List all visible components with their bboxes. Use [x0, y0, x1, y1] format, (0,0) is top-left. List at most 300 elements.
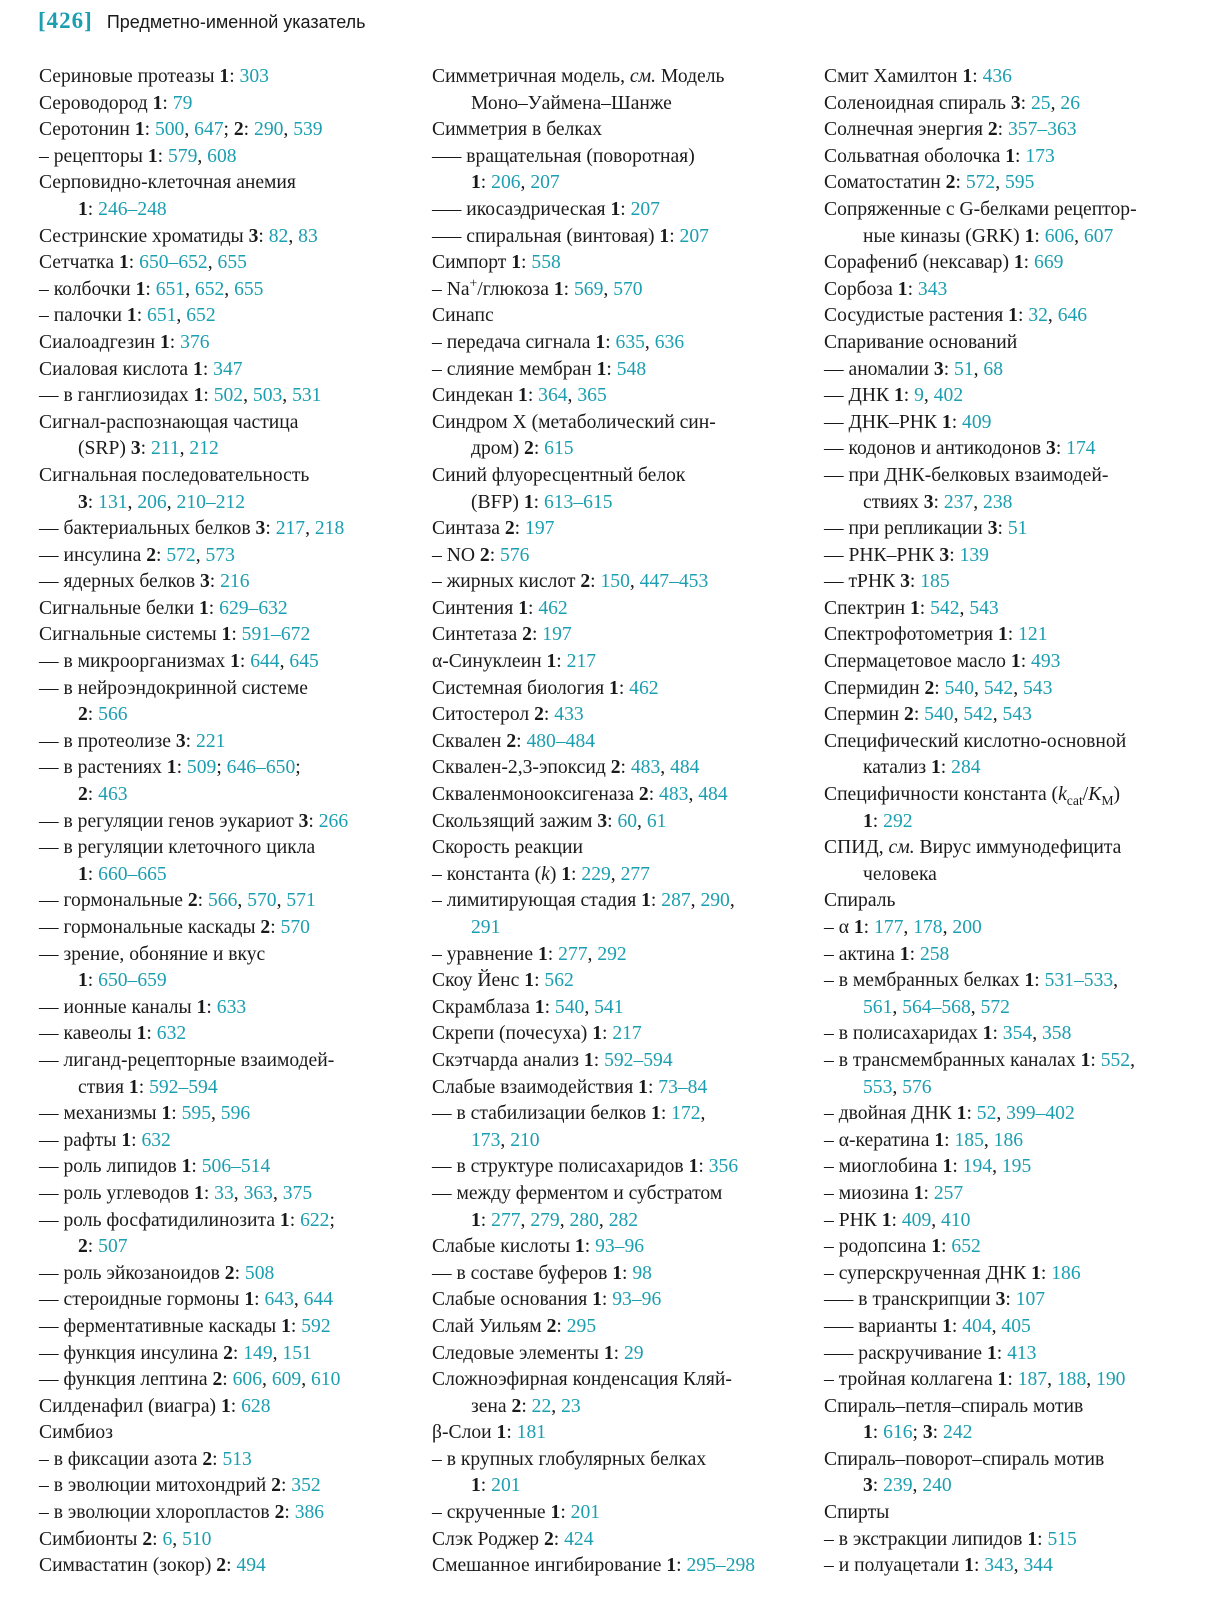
page-ref-link[interactable]: 579 — [167, 145, 198, 167]
page-ref-link[interactable]: 197 — [542, 624, 572, 646]
page-ref-link[interactable]: 237 — [943, 491, 974, 513]
page-ref-link[interactable]: 592–594 — [604, 1049, 673, 1071]
page-ref-link[interactable]: 292 — [597, 943, 627, 965]
index-entry — [432, 1261, 807, 1288]
page-ref-link[interactable]: 402 — [933, 385, 964, 407]
page-ref-link[interactable]: 201 — [491, 1475, 521, 1497]
page-ref-link[interactable]: 93–96 — [595, 1236, 645, 1258]
index-term: –– ферментативные каскады — [39, 1315, 282, 1337]
index-term: – α-кератина — [824, 1129, 935, 1151]
page-ref-link[interactable]: 291 — [471, 917, 501, 938]
page-ref-link[interactable]: 558 — [531, 252, 561, 274]
page-ref-link[interactable]: 509 — [186, 757, 217, 779]
page-ref-link[interactable]: 25 — [1031, 92, 1051, 114]
page-ref-link[interactable]: 542 — [983, 677, 1014, 699]
page-ref-link[interactable]: 207 — [679, 225, 709, 247]
page-ref-link[interactable]: 570 — [613, 278, 643, 300]
volume-number: 1 — [244, 1289, 255, 1311]
page-ref-link[interactable]: 622 — [300, 1209, 330, 1231]
page-ref-link[interactable]: 561 — [863, 996, 893, 1018]
volume-number: 1 — [638, 1076, 648, 1098]
page-ref-link[interactable]: 343 — [984, 1555, 1014, 1577]
page-ref-link[interactable]: 365 — [577, 385, 607, 407]
page-ref-link[interactable]: 608 — [207, 145, 237, 167]
page-ref-link[interactable]: 210 — [510, 1129, 540, 1151]
page-ref-link[interactable]: 433 — [554, 704, 584, 726]
page-ref-link[interactable]: 644 — [303, 1289, 334, 1311]
index-term: : — [506, 1422, 517, 1444]
page-ref-link[interactable]: 303 — [239, 66, 269, 87]
index-entry — [432, 1553, 807, 1580]
page-ref-link[interactable]: 282 — [608, 1209, 639, 1231]
page-ref-link[interactable]: 23 — [561, 1395, 581, 1417]
index-term: : — [556, 1315, 567, 1337]
page-ref-link[interactable]: 652 — [186, 305, 216, 327]
page-ref-link[interactable]: 424 — [564, 1528, 594, 1550]
page-ref-link[interactable]: 6 — [162, 1528, 173, 1550]
page-ref-link[interactable]: 185 — [954, 1129, 984, 1151]
page-ref-link[interactable]: 399–402 — [1006, 1103, 1075, 1125]
page-ref-link[interactable]: 540 — [924, 704, 954, 726]
page-ref-link[interactable]: 548 — [616, 358, 647, 380]
page-ref-link[interactable]: 295–298 — [686, 1555, 756, 1577]
page-ref-link[interactable]: 650–659 — [98, 970, 167, 992]
page-ref-link[interactable]: 201 — [570, 1502, 601, 1524]
page-ref-link[interactable]: 358 — [1041, 1023, 1072, 1045]
page-ref-link[interactable]: 68 — [983, 358, 1004, 380]
page-ref-link[interactable]: 591–672 — [241, 624, 311, 646]
index-term: : — [907, 278, 918, 300]
index-entry — [824, 1367, 1199, 1394]
page-ref-link[interactable]: 553 — [863, 1076, 893, 1098]
page-ref-link[interactable]: 539 — [293, 119, 323, 141]
index-term: человека — [863, 863, 937, 885]
page-ref-link[interactable]: 655 — [217, 252, 247, 274]
volume-number: 1 — [962, 66, 973, 87]
page-ref-link[interactable]: 595 — [181, 1103, 211, 1125]
page-ref-link[interactable]: 187 — [1017, 1369, 1048, 1391]
index-term: : — [620, 198, 631, 220]
page-ref-link[interactable]: 595 — [1005, 172, 1035, 194]
volume-number: 1 — [934, 1129, 945, 1151]
page-ref-link[interactable]: 542 — [963, 704, 993, 726]
italic-term: см. — [888, 837, 915, 859]
page-ref-link[interactable]: 186 — [993, 1129, 1024, 1151]
page-ref-link[interactable]: 257 — [933, 1182, 964, 1204]
page-ref-link[interactable]: 200 — [952, 917, 982, 938]
page-ref-link[interactable]: 543 — [969, 597, 999, 619]
page-ref-link[interactable]: 363 — [243, 1182, 273, 1204]
page-ref-link[interactable]: 500 — [154, 119, 185, 141]
page-ref-link[interactable]: 462 — [629, 677, 659, 699]
page-ref-link[interactable]: 613–615 — [543, 491, 613, 513]
page-ref-link[interactable]: 409 — [962, 411, 992, 433]
page-ref-link[interactable]: 181 — [516, 1422, 547, 1444]
index-term: Спирты — [824, 1502, 890, 1524]
page-ref-link[interactable]: 151 — [282, 1342, 312, 1364]
page-ref-link[interactable]: 483 — [630, 757, 661, 779]
page-ref-link[interactable]: 652 — [951, 1236, 981, 1258]
page-ref-link[interactable]: 82 — [268, 225, 289, 247]
index-term: : — [1034, 225, 1045, 247]
index-term: : — [973, 1555, 985, 1577]
page-ref-link[interactable]: 572 — [980, 996, 1010, 1018]
index-term: – уравнение — [432, 943, 538, 965]
page-ref-link[interactable]: 651 — [147, 305, 177, 327]
volume-number: 2 — [904, 704, 914, 726]
page-ref-link[interactable]: 51 — [1007, 518, 1028, 540]
page-ref-link[interactable]: 515 — [1047, 1528, 1077, 1550]
page-ref-link[interactable]: 566 — [208, 890, 238, 912]
page-ref-link[interactable]: 541 — [594, 996, 624, 1018]
index-column-2 — [432, 64, 807, 1580]
page-ref-link[interactable]: 571 — [286, 890, 316, 912]
page-ref-link[interactable]: 343 — [917, 278, 948, 300]
page-ref-link[interactable]: 570 — [247, 890, 277, 912]
page-ref-link[interactable]: 284 — [951, 757, 981, 779]
page-ref-link[interactable]: 186 — [1051, 1262, 1081, 1284]
index-term: –– в ганглиозидах — [39, 385, 194, 407]
index-term: Слабые кислоты — [432, 1236, 575, 1258]
page-ref-link[interactable]: 609 — [271, 1369, 302, 1391]
page-ref-link[interactable]: 607 — [1083, 225, 1114, 247]
page-ref-link[interactable]: 210–212 — [176, 491, 246, 513]
volume-number: 2 — [534, 704, 544, 726]
index-term: : — [157, 145, 168, 167]
page-ref-link[interactable]: 344 — [1023, 1555, 1053, 1577]
page-ref-link[interactable]: 632 — [141, 1129, 171, 1151]
index-column-3 — [824, 64, 1199, 1580]
page-ref-link[interactable]: 540 — [944, 677, 975, 699]
page-ref-link[interactable]: 98 — [632, 1262, 652, 1284]
index-term: Скользящий зажим — [432, 810, 598, 832]
page-ref-link[interactable]: 212 — [189, 438, 219, 460]
index-entry — [39, 942, 414, 995]
page-ref-link[interactable]: 543 — [1002, 704, 1032, 726]
page-ref-link[interactable]: 573 — [205, 544, 235, 566]
page-ref-link[interactable]: 436 — [982, 66, 1012, 87]
page-ref-link[interactable]: 131 — [98, 491, 128, 513]
page-ref-link[interactable]: 139 — [959, 544, 989, 566]
index-entry — [432, 1181, 807, 1234]
page-ref-link[interactable]: 552 — [1100, 1049, 1131, 1071]
page-ref-link[interactable]: 596 — [220, 1103, 251, 1125]
index-term: –– в нейроэндокринной системе — [39, 677, 308, 699]
index-term: –– тРНК — [824, 571, 901, 593]
index-term: – α — [824, 917, 854, 938]
page-ref-link[interactable]: 506–514 — [201, 1156, 271, 1178]
page-ref-link[interactable]: 463 — [98, 784, 128, 806]
index-term: : — [229, 66, 240, 87]
volume-number: 1 — [666, 1555, 677, 1577]
page-ref-link[interactable]: 660–665 — [98, 863, 167, 885]
page-ref-link[interactable]: 375 — [282, 1182, 313, 1204]
index-term: , — [207, 252, 218, 274]
page-ref-link[interactable]: 652 — [194, 278, 225, 300]
page-ref-link[interactable]: 216 — [220, 571, 250, 593]
page-ref-link[interactable]: 277 — [620, 863, 650, 885]
page-ref-link[interactable]: 178 — [913, 917, 943, 938]
page-ref-link[interactable]: 347 — [213, 358, 243, 380]
page-ref-link[interactable]: 218 — [314, 518, 345, 540]
page-ref-link[interactable]: 636 — [654, 331, 685, 353]
page-ref-link[interactable]: 287 — [661, 890, 691, 912]
page-ref-link[interactable]: 542 — [930, 597, 960, 619]
volume-number: 2 — [78, 784, 88, 806]
page-ref-link[interactable]: 246–248 — [98, 198, 167, 220]
volume-number: 1 — [281, 1315, 291, 1337]
page-ref-link[interactable]: 413 — [1007, 1342, 1037, 1364]
page-ref-link[interactable]: 295 — [566, 1315, 597, 1337]
page-ref-link[interactable]: 386 — [294, 1502, 325, 1524]
index-term: , — [1113, 970, 1119, 992]
index-term: –– в регуляции клеточного цикла — [39, 837, 316, 859]
page-ref-link[interactable]: 592–594 — [149, 1076, 218, 1098]
index-term: Спермин — [824, 704, 905, 726]
page-ref-link[interactable]: 51 — [954, 358, 974, 380]
page-ref-link[interactable]: 188 — [1056, 1369, 1087, 1391]
page-ref-link[interactable]: 646 — [1057, 305, 1088, 327]
page-ref-link[interactable]: 645 — [289, 651, 319, 673]
index-entry — [39, 117, 414, 144]
index-term: : — [162, 92, 173, 114]
volume-number: 1 — [1005, 145, 1016, 167]
index-entry — [824, 144, 1199, 171]
page-ref-link[interactable]: 531–533 — [1044, 970, 1114, 992]
page-ref-link[interactable]: 217 — [275, 518, 306, 540]
page-ref-link[interactable]: 643 — [264, 1289, 294, 1311]
index-term: ные киназы (GRK) — [863, 225, 1025, 247]
index-term: Синтаза — [432, 518, 505, 540]
page-ref-link[interactable]: 280 — [569, 1209, 599, 1231]
page-ref-link[interactable]: 217 — [566, 651, 597, 673]
page-ref-link[interactable]: 508 — [244, 1262, 275, 1284]
volume-number: 1 — [134, 119, 145, 141]
page-ref-link[interactable]: 606 — [232, 1369, 263, 1391]
page-ref-link[interactable]: 462 — [538, 597, 568, 619]
page-ref-link[interactable]: 635 — [615, 331, 645, 353]
index-term: Сигнальные системы — [39, 624, 222, 646]
page-ref-link[interactable]: 562 — [544, 970, 574, 992]
index-term: –– ДНК–РНК — [824, 411, 942, 433]
page-ref-link[interactable]: 646–650 — [226, 757, 296, 779]
page-ref-link[interactable]: 531 — [292, 385, 322, 407]
page-ref-link[interactable]: 194 — [962, 1156, 993, 1178]
index-term: Серповидно-клеточная анемия — [39, 172, 296, 194]
page-ref-link[interactable]: 83 — [298, 225, 318, 247]
page-ref-link[interactable]: 606 — [1044, 225, 1075, 247]
page-ref-link[interactable]: 9 — [914, 385, 924, 407]
page-ref-link[interactable]: 177 — [874, 917, 904, 938]
page-ref-link[interactable]: 592 — [301, 1315, 331, 1337]
page-ref-link[interactable]: 564–568 — [902, 996, 971, 1018]
page-ref-link[interactable]: 484 — [698, 784, 728, 806]
page-ref-link[interactable]: 655 — [234, 278, 264, 300]
page-ref-link[interactable]: 610 — [311, 1369, 341, 1391]
page-ref-link[interactable]: 242 — [943, 1422, 973, 1444]
volume-number: 3 — [130, 438, 141, 460]
page-ref-link[interactable]: 292 — [883, 810, 913, 832]
page-ref-link[interactable]: 503 — [252, 385, 283, 407]
index-entry — [432, 1075, 807, 1102]
page-ref-link[interactable]: 650–652 — [139, 252, 208, 274]
page-ref-link[interactable]: 60 — [617, 810, 638, 832]
index-entry — [39, 1341, 414, 1368]
index-entry — [432, 357, 807, 384]
page-ref-link[interactable]: 484 — [670, 757, 700, 779]
index-term: , — [1013, 677, 1023, 699]
index-term: Сорафениб (нексавар) — [824, 252, 1014, 274]
page-ref-link[interactable]: 352 — [291, 1475, 321, 1497]
page-ref-link[interactable]: 173 — [471, 1129, 501, 1151]
page-ref-link[interactable]: 240 — [922, 1475, 952, 1497]
page-ref-link[interactable]: 206 — [491, 172, 521, 194]
index-term: , — [301, 1369, 311, 1391]
page-ref-link[interactable]: 404 — [962, 1315, 992, 1337]
page-ref-link[interactable]: 540 — [554, 996, 585, 1018]
page-ref-link[interactable]: 229 — [581, 863, 611, 885]
page-ref-link[interactable]: 185 — [920, 571, 950, 593]
page-ref-link[interactable]: 356 — [708, 1156, 739, 1178]
index-term: Симпорт — [432, 252, 512, 274]
page-ref-link[interactable]: 52 — [976, 1103, 997, 1125]
page-ref-link[interactable]: 647 — [194, 119, 224, 141]
page-ref-link[interactable]: 357–363 — [1008, 119, 1077, 141]
page-ref-link[interactable]: 206 — [137, 491, 167, 513]
page-ref-link[interactable]: 616 — [883, 1422, 913, 1444]
page-ref-link[interactable]: 197 — [525, 518, 555, 540]
page-ref-link[interactable]: 279 — [530, 1209, 560, 1231]
index-term: , — [567, 385, 578, 407]
page-ref-link[interactable]: 190 — [1096, 1369, 1126, 1391]
volume-number: 1 — [609, 677, 619, 699]
index-term: : — [618, 677, 630, 699]
page-ref-link[interactable]: 576 — [500, 544, 530, 566]
index-term: : — [231, 624, 242, 646]
index-term: – Na — [432, 278, 470, 300]
page-ref-link[interactable]: 576 — [902, 1076, 932, 1098]
volume-number: 1 — [128, 1076, 139, 1098]
page-ref-link[interactable]: 73–84 — [658, 1076, 708, 1098]
page-ref-link[interactable]: 494 — [236, 1555, 266, 1577]
index-term: : — [966, 1103, 977, 1125]
page-ref-link[interactable]: 150 — [600, 571, 630, 593]
page-ref-link[interactable]: 258 — [919, 943, 950, 965]
page-ref-link[interactable]: 410 — [941, 1209, 971, 1231]
page-ref-link[interactable]: 507 — [98, 1236, 128, 1258]
page-ref-link[interactable]: 615 — [544, 438, 574, 460]
index-term: , — [931, 1209, 942, 1231]
page-ref-link[interactable]: 447–453 — [639, 571, 709, 593]
page-ref-link[interactable]: 290 — [700, 890, 730, 912]
page-ref-link[interactable]: 570 — [280, 917, 310, 938]
index-entry — [824, 1101, 1199, 1128]
page-ref-link[interactable]: 22 — [531, 1395, 552, 1417]
page-ref-link[interactable]: 217 — [612, 1023, 642, 1045]
page-ref-link[interactable]: 61 — [646, 810, 667, 832]
page-ref-link[interactable]: 669 — [1034, 252, 1064, 274]
index-term: Сигнальные белки — [39, 597, 199, 619]
page-ref-link[interactable]: 409 — [901, 1209, 932, 1231]
page-ref-link[interactable]: 33 — [214, 1182, 234, 1204]
page-ref-link[interactable]: 633 — [216, 996, 247, 1018]
page-ref-link[interactable]: 207 — [630, 198, 660, 220]
page-ref-link[interactable]: 277 — [491, 1209, 521, 1231]
volume-number: 1 — [909, 597, 920, 619]
page-ref-link[interactable]: 290 — [254, 119, 284, 141]
page-ref-link[interactable]: 572 — [965, 172, 996, 194]
page-ref-link[interactable]: 121 — [1018, 624, 1048, 646]
page-ref-link[interactable]: 502 — [213, 385, 244, 407]
italic-term: k — [541, 863, 550, 885]
index-term: , — [211, 1103, 221, 1125]
page-ref-link[interactable]: 513 — [222, 1448, 252, 1470]
index-term: : — [516, 730, 527, 752]
page-ref-link[interactable]: 543 — [1023, 677, 1053, 699]
page-ref-link[interactable]: 483 — [659, 784, 689, 806]
page-ref-link[interactable]: 354 — [1002, 1023, 1033, 1045]
page-ref-link[interactable]: 572 — [166, 544, 196, 566]
page-ref-link[interactable]: 405 — [1001, 1315, 1031, 1337]
volume-number: 1 — [147, 145, 158, 167]
page-ref-link[interactable]: 195 — [1001, 1156, 1032, 1178]
index-entry — [824, 436, 1199, 463]
page-ref-link[interactable]: 207 — [530, 172, 560, 194]
volume-number: 2 — [638, 784, 649, 806]
page-ref-link[interactable]: 211 — [150, 438, 180, 460]
page-ref-link[interactable]: 239 — [883, 1475, 913, 1497]
page-ref-link[interactable]: 174 — [1066, 438, 1096, 460]
page-ref-link[interactable]: 221 — [196, 730, 226, 752]
page-ref-link[interactable]: 644 — [250, 651, 280, 673]
page-ref-link[interactable]: 628 — [241, 1395, 271, 1417]
page-ref-link[interactable]: 172 — [671, 1103, 701, 1125]
page-ref-link[interactable]: 26 — [1060, 92, 1080, 114]
page-ref-link[interactable]: 238 — [983, 491, 1013, 513]
page-ref-link[interactable]: 493 — [1031, 651, 1061, 673]
index-term: , — [903, 917, 914, 938]
page-ref-link[interactable]: 510 — [182, 1528, 212, 1550]
page-ref-link[interactable]: 149 — [243, 1342, 273, 1364]
page-ref-link[interactable]: 93–96 — [612, 1289, 662, 1311]
index-column-1 — [39, 64, 414, 1580]
page-ref-link[interactable]: 632 — [156, 1023, 187, 1045]
index-term: Спермидин — [824, 677, 925, 699]
volume-number: 1 — [1010, 651, 1021, 673]
volume-number: 2 — [216, 1555, 227, 1577]
page-ref-link[interactable]: 566 — [98, 704, 128, 726]
page-ref-link[interactable]: 29 — [623, 1342, 644, 1364]
page-ref-link[interactable]: 364 — [538, 385, 568, 407]
page-ref-link[interactable]: 480–484 — [526, 730, 596, 752]
page-ref-link[interactable]: 79 — [172, 92, 193, 114]
page-ref-link[interactable]: 107 — [1015, 1289, 1046, 1311]
index-term: – в крупных глобулярных белках — [432, 1448, 707, 1470]
index-term: –– роль эйкозаноидов — [39, 1262, 225, 1284]
page-ref-link[interactable]: 277 — [558, 943, 588, 965]
page-ref-link[interactable]: 266 — [318, 810, 349, 832]
index-term: : — [944, 1129, 955, 1151]
page-ref-link[interactable]: 173 — [1025, 145, 1055, 167]
volume-number: 2 — [610, 757, 621, 779]
page-ref-link[interactable]: 629–632 — [219, 597, 288, 619]
index-entry — [39, 1101, 414, 1128]
page-ref-link[interactable]: 32 — [1028, 305, 1048, 327]
page-ref-link[interactable]: 376 — [180, 331, 210, 353]
index-term: : — [863, 917, 875, 938]
page-ref-link[interactable]: 569 — [574, 278, 604, 300]
page-ref-link[interactable]: 651 — [155, 278, 186, 300]
